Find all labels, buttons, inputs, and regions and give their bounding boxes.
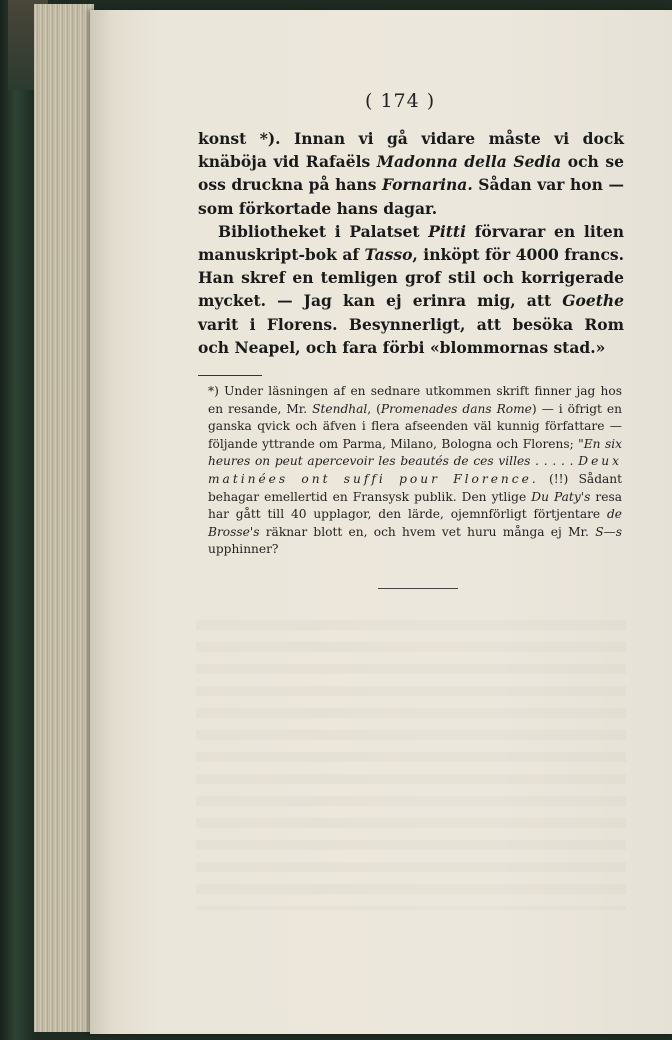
body-text-segment: varit i Florens. Besynnerligt, att besöka Rom och Neapel, och fara förbi «blommornas stad.» <box>198 314 624 357</box>
body-text-segment: Sådan var hon — som förkortade hans dagar. <box>198 175 624 218</box>
body-italic-term: Madonna della Sedia <box>376 152 562 172</box>
body-italic-term: Pitti <box>428 221 466 241</box>
book-spine <box>0 0 34 1040</box>
footnote-s-name: S—s <box>595 524 622 539</box>
footnote-text-2: , ( <box>367 401 381 416</box>
bleed-through-text <box>196 620 626 910</box>
body-text <box>198 127 624 359</box>
footnote-text-3: ) — i öfrigt en ganska qvick och äfven i flera afseenden väl kunnig författare — följande yttrande om Parma, Milano, Bologna och Florens; <box>208 401 622 451</box>
footnote-text-1: *) Under läsningen af en sednare utkommen skrift finner jag hos en resande, Mr. <box>208 384 622 416</box>
body-text-segment: och se oss druckna på hans <box>198 152 624 195</box>
footnote-brosse: de Brosse's <box>208 507 622 539</box>
paragraph-1 <box>198 127 624 220</box>
body-text-segment: konst *). Innan vi gå vidare måste vi dock knäböja vid Rafaëls <box>198 129 624 172</box>
paragraph-2 <box>198 220 624 359</box>
footnote-book-title: Promenades dans Rome <box>380 401 532 416</box>
end-rule <box>378 588 458 589</box>
page-edges <box>34 4 94 1032</box>
footnote-text-7: upphinner? <box>208 542 279 557</box>
footnote-quote-2: Deux matinées ont suffi pour Florence. <box>208 454 623 486</box>
body-text-segment: Bibliotheket i Palatset <box>218 221 429 241</box>
footnote-text-6: räknar blott en, och hvem vet huru många ej Mr. <box>259 524 596 539</box>
body-italic-term: Fornarina. <box>382 175 473 195</box>
body-italic-term: Goethe <box>562 291 624 311</box>
footnote-quote-1: "En six heures on peut apercevoir les beautés de ces villes . . . . . <box>208 436 622 469</box>
footnote-author: Stendhal <box>312 401 368 416</box>
footnote <box>208 383 622 559</box>
footnote-paty: Du Paty's <box>531 489 591 504</box>
body-text-segment: förvarar en liten manuskript-bok af <box>198 221 624 265</box>
body-text-segment: , inköpt för 4000 francs. Han skref en temligen grof stil och korrigerade mycket. — Jag kan ej erinra mig, att <box>198 245 624 311</box>
footnote-text-5: resa har gått till 40 upplagor, den lärde, ojemnförligt förtjentare <box>208 489 622 522</box>
footnote-rule <box>198 375 262 376</box>
footnote-text-4: (!!) Sådant behagar emellertid en Fransysk publik. Den ytlige <box>208 471 623 504</box>
body-italic-term: Tasso <box>364 245 413 265</box>
page-number: ( 174 ) <box>365 90 436 112</box>
